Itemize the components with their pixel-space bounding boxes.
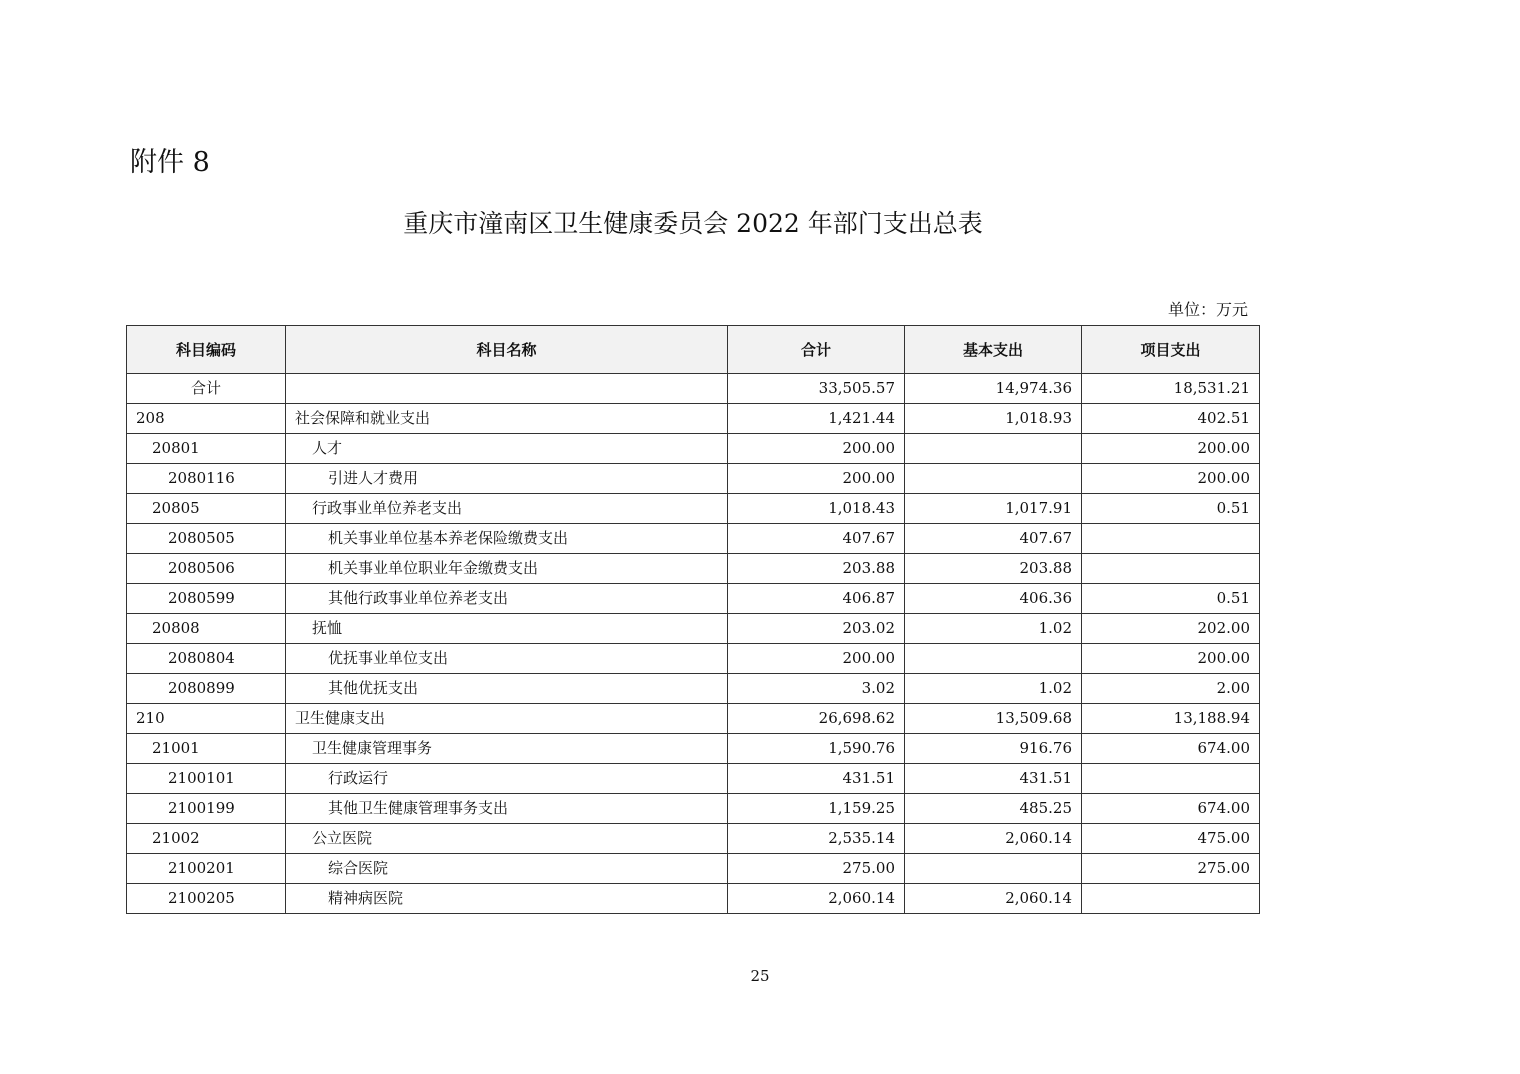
- cell-subject-code: 21002: [127, 824, 286, 854]
- cell-subject-code: 20808: [127, 614, 286, 644]
- table-row: [127, 554, 1260, 584]
- cell-subject-name: 引进人才费用: [286, 464, 728, 494]
- cell-project-expenditure: 202.00: [1082, 614, 1260, 644]
- cell-project-expenditure: 13,188.94: [1082, 704, 1260, 734]
- cell-subject-code: 208: [127, 404, 286, 434]
- cell-subject-code: 2080599: [127, 584, 286, 614]
- cell-project-expenditure: 475.00: [1082, 824, 1260, 854]
- cell-subject-name: 其他行政事业单位养老支出: [286, 584, 728, 614]
- table-row: [127, 434, 1260, 464]
- table-body: [127, 374, 1260, 914]
- cell-total: 203.88: [728, 554, 905, 584]
- table-row: [127, 764, 1260, 794]
- cell-project-expenditure: 2.00: [1082, 674, 1260, 704]
- table-row: [127, 524, 1260, 554]
- table-header-row: [127, 326, 1260, 374]
- cell-project-expenditure: 18,531.21: [1082, 374, 1260, 404]
- cell-total: 33,505.57: [728, 374, 905, 404]
- cell-project-expenditure: [1082, 884, 1260, 914]
- cell-subject-code: 2100101: [127, 764, 286, 794]
- cell-subject-name: 社会保障和就业支出: [286, 404, 728, 434]
- cell-basic-expenditure: 2,060.14: [905, 824, 1082, 854]
- cell-basic-expenditure: 431.51: [905, 764, 1082, 794]
- cell-total: 1,018.43: [728, 494, 905, 524]
- cell-subject-code: 210: [127, 704, 286, 734]
- table-row: [127, 614, 1260, 644]
- header-project-expenditure: 项目支出: [1082, 326, 1260, 374]
- cell-subject-code: 2080505: [127, 524, 286, 554]
- cell-subject-name: 公立医院: [286, 824, 728, 854]
- table-row: [127, 404, 1260, 434]
- cell-subject-code: 2080506: [127, 554, 286, 584]
- cell-basic-expenditure: 1,017.91: [905, 494, 1082, 524]
- cell-basic-expenditure: 13,509.68: [905, 704, 1082, 734]
- cell-subject-name: 优抚事业单位支出: [286, 644, 728, 674]
- table-row: [127, 644, 1260, 674]
- cell-subject-code: 20805: [127, 494, 286, 524]
- table-row: [127, 464, 1260, 494]
- table-row: [127, 884, 1260, 914]
- cell-project-expenditure: 674.00: [1082, 794, 1260, 824]
- table-row: [127, 734, 1260, 764]
- header-basic-expenditure: 基本支出: [905, 326, 1082, 374]
- cell-basic-expenditure: [905, 644, 1082, 674]
- table-row: [127, 794, 1260, 824]
- cell-total: 431.51: [728, 764, 905, 794]
- cell-total: 203.02: [728, 614, 905, 644]
- cell-total: 200.00: [728, 434, 905, 464]
- page-number: 25: [750, 967, 770, 985]
- cell-total: 200.00: [728, 464, 905, 494]
- cell-subject-name: 机关事业单位基本养老保险缴费支出: [286, 524, 728, 554]
- cell-subject-code: 2100205: [127, 884, 286, 914]
- cell-subject-name: 机关事业单位职业年金缴费支出: [286, 554, 728, 584]
- table-row: [127, 704, 1260, 734]
- header-subject-name: 科目名称: [286, 326, 728, 374]
- cell-project-expenditure: 402.51: [1082, 404, 1260, 434]
- cell-total: 406.87: [728, 584, 905, 614]
- cell-total: 1,421.44: [728, 404, 905, 434]
- cell-basic-expenditure: 2,060.14: [905, 884, 1082, 914]
- cell-basic-expenditure: [905, 464, 1082, 494]
- table-row: [127, 854, 1260, 884]
- cell-basic-expenditure: 916.76: [905, 734, 1082, 764]
- cell-subject-name: 人才: [286, 434, 728, 464]
- cell-subject-code: 20801: [127, 434, 286, 464]
- cell-total: 26,698.62: [728, 704, 905, 734]
- cell-project-expenditure: [1082, 554, 1260, 584]
- cell-total: 275.00: [728, 854, 905, 884]
- cell-total: 200.00: [728, 644, 905, 674]
- cell-total: 3.02: [728, 674, 905, 704]
- unit-label: 单位：万元: [1167, 300, 1248, 319]
- cell-subject-name: 卫生健康支出: [286, 704, 728, 734]
- cell-project-expenditure: 200.00: [1082, 644, 1260, 674]
- cell-subject-name: [286, 374, 728, 404]
- cell-subject-code: 合计: [127, 374, 286, 404]
- header-total: 合计: [728, 326, 905, 374]
- table-row: [127, 494, 1260, 524]
- cell-subject-name: 综合医院: [286, 854, 728, 884]
- cell-basic-expenditure: [905, 854, 1082, 884]
- cell-basic-expenditure: 406.36: [905, 584, 1082, 614]
- cell-basic-expenditure: 1.02: [905, 674, 1082, 704]
- cell-subject-name: 其他优抚支出: [286, 674, 728, 704]
- cell-basic-expenditure: 407.67: [905, 524, 1082, 554]
- cell-basic-expenditure: 203.88: [905, 554, 1082, 584]
- cell-basic-expenditure: [905, 434, 1082, 464]
- cell-project-expenditure: [1082, 524, 1260, 554]
- cell-subject-code: 2080116: [127, 464, 286, 494]
- cell-subject-name: 抚恤: [286, 614, 728, 644]
- cell-total: 2,060.14: [728, 884, 905, 914]
- cell-project-expenditure: 0.51: [1082, 584, 1260, 614]
- table-row: [127, 584, 1260, 614]
- cell-basic-expenditure: 1,018.93: [905, 404, 1082, 434]
- cell-subject-name: 行政事业单位养老支出: [286, 494, 728, 524]
- cell-basic-expenditure: 485.25: [905, 794, 1082, 824]
- header-subject-code: 科目编码: [127, 326, 286, 374]
- cell-total: 1,159.25: [728, 794, 905, 824]
- document-title: 重庆市潼南区卫生健康委员会 2022 年部门支出总表: [403, 209, 983, 238]
- attachment-label: 附件 8: [130, 147, 210, 178]
- cell-project-expenditure: 674.00: [1082, 734, 1260, 764]
- cell-project-expenditure: [1082, 764, 1260, 794]
- cell-subject-code: 2080804: [127, 644, 286, 674]
- cell-subject-name: 行政运行: [286, 764, 728, 794]
- cell-subject-code: 2100201: [127, 854, 286, 884]
- cell-subject-name: 其他卫生健康管理事务支出: [286, 794, 728, 824]
- expenditure-table: [126, 325, 1260, 914]
- cell-project-expenditure: 275.00: [1082, 854, 1260, 884]
- table-row: [127, 374, 1260, 404]
- cell-total: 2,535.14: [728, 824, 905, 854]
- cell-project-expenditure: 0.51: [1082, 494, 1260, 524]
- cell-basic-expenditure: 14,974.36: [905, 374, 1082, 404]
- cell-project-expenditure: 200.00: [1082, 464, 1260, 494]
- cell-subject-code: 21001: [127, 734, 286, 764]
- table-row: [127, 824, 1260, 854]
- cell-basic-expenditure: 1.02: [905, 614, 1082, 644]
- cell-subject-name: 卫生健康管理事务: [286, 734, 728, 764]
- cell-total: 407.67: [728, 524, 905, 554]
- cell-subject-code: 2100199: [127, 794, 286, 824]
- cell-subject-name: 精神病医院: [286, 884, 728, 914]
- cell-total: 1,590.76: [728, 734, 905, 764]
- table-row: [127, 674, 1260, 704]
- cell-subject-code: 2080899: [127, 674, 286, 704]
- cell-project-expenditure: 200.00: [1082, 434, 1260, 464]
